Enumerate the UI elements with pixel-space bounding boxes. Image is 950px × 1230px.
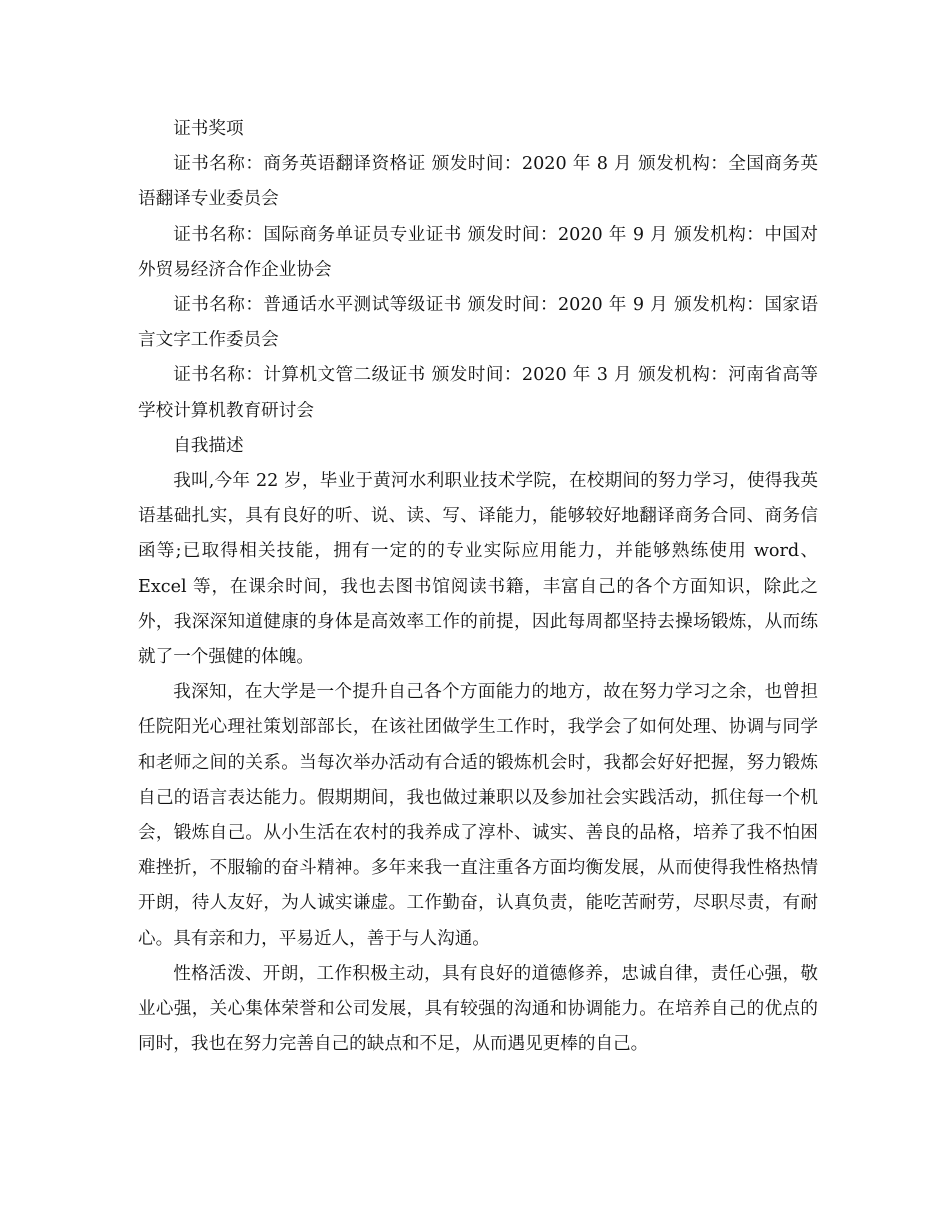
certificate-entry: 证书名称：计算机文管二级证书 颁发时间：2020 年 3 月 颁发机构：河南省高等学校计算机教育研讨会 xyxy=(138,365,818,421)
section-heading-self-description: 自我描述 xyxy=(173,435,244,456)
self-description-paragraph: 我叫,今年 22 岁，毕业于黄河水利职业技术学院，在校期间的努力学习，使得我英语基础扎实，具有良好的听、说、读、写、译能力，能够较好地翻译商务合同、商务信函等;已取得相关技能，拥有一定的的专业实际应用能力，并能够熟练使用 word、Excel 等，在课余时间，我也去图书馆阅读书籍，丰富自己的各个方面知识，除此之外，我深深知道健康的身体是高效率工作的前提，因此每周都坚持去操场锻炼，从而练就了一个强健的体魄。 xyxy=(138,471,818,668)
certificate-entry: 证书名称：普通话水平测试等级证书 颁发时间：2020 年 9 月 颁发机构：国家语言文字工作委员会 xyxy=(138,295,818,351)
document-body xyxy=(138,112,818,1062)
self-description-paragraph: 我深知，在大学是一个提升自己各个方面能力的地方，故在努力学习之余，也曾担任院阳光心理社策划部部长，在该社团做学生工作时，我学会了如何处理、协调与同学和老师之间的关系。当每次举办活动有合适的锻炼机会时，我都会好好把握，努力锻炼自己的语言表达能力。假期期间，我也做过兼职以及参加社会实践活动，抓住每一个机会，锻炼自己。从小生活在农村的我养成了淳朴、诚实、善良的品格，培养了我不怕困难挫折，不服输的奋斗精神。多年来我一直注重各方面均衡发展，从而使得我性格热情开朗，待人友好，为人诚实谦虚。工作勤奋，认真负责，能吃苦耐劳，尽职尽责，有耐心。具有亲和力，平易近人，善于与人沟通。 xyxy=(138,682,818,949)
section-heading-certificates: 证书奖项 xyxy=(173,119,244,139)
certificate-entry: 证书名称：商务英语翻译资格证 颁发时间：2020 年 8 月 颁发机构：全国商务英语翻译专业委员会 xyxy=(138,154,818,210)
certificate-entry: 证书名称：国际商务单证员专业证书 颁发时间：2020 年 9 月 颁发机构：中国对外贸易经济合作企业协会 xyxy=(138,224,818,280)
self-description-paragraph: 性格活泼、开朗，工作积极主动，具有良好的道德修养，忠诚自律，责任心强，敬业心强，关心集体荣誉和公司发展，具有较强的沟通和协调能力。在培养自己的优点的同时，我也在努力完善自己的缺点和不足，从而遇见更棒的自己。 xyxy=(138,963,818,1055)
